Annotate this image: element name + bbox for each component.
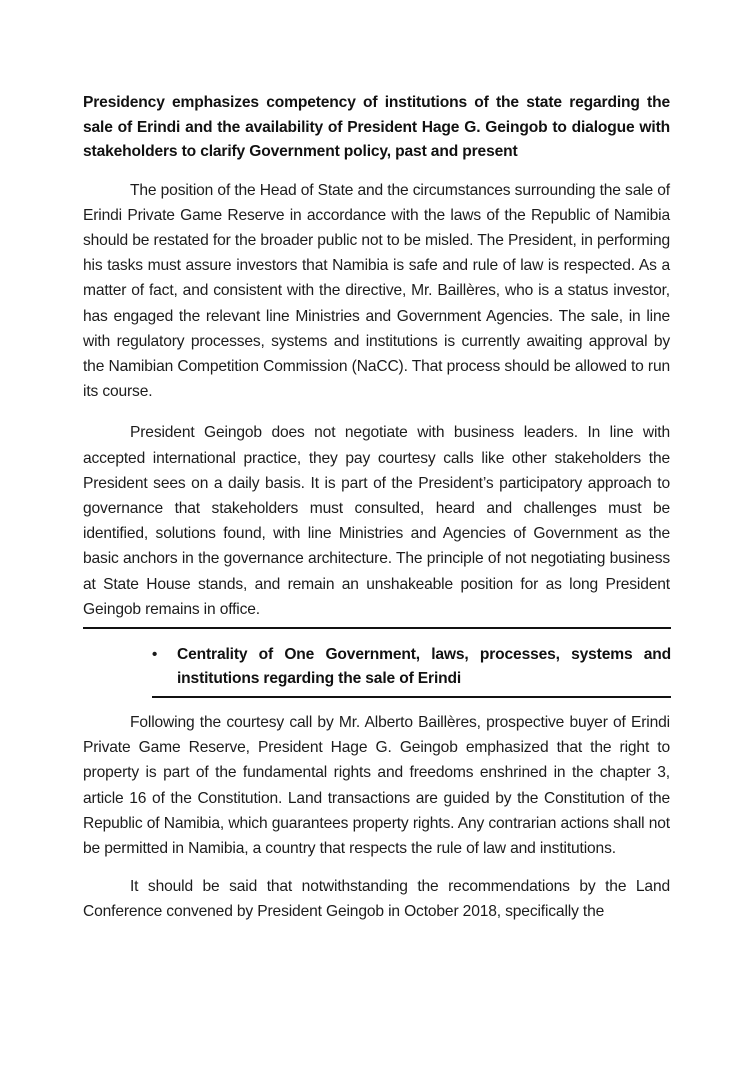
bullet-icon: •	[152, 645, 158, 663]
section-divider-bottom	[152, 696, 671, 698]
paragraph-no-negotiation: President Geingob does not negotiate with business leaders. In line with accepted international practice, they pay courtesy calls like other stakeholders the President sees on a daily basis. It is part of the President’s participatory approach to governance that stakeholders must consulted, heard and challenges must be identified, solutions found, with line Ministries and Agencies of Government as the basic anchors in the governance architecture. The principle of not negotiating business at State House stands, and remain an unshakeable position for as long President Geingob remains in office.	[83, 424, 670, 618]
document-title: Presidency emphasizes competency of institutions of the state regarding the sale of Erindi and the availability of President Hage G. Geingob to dialogue with stakeholders to clarify Government policy, past and present	[83, 94, 670, 160]
paragraph-head-of-state-position: The position of the Head of State and the circumstances surrounding the sale of Erindi Private Game Reserve in accordance with the laws of the Republic of Namibia should be restated for the broader public not to be misled. The President, in performing his tasks must assure investors that Namibia is safe and rule of law is respected. As a matter of fact, and consistent with the directive, Mr. Baillères, who is a status investor, has engaged the relevant line Ministries and Government Agencies. The sale, in line with regulatory processes, systems and institutions is currently awaiting approval by the Namibian Competition Commission (NaCC). That process should be allowed to run its course.	[83, 181, 670, 401]
section-divider-top	[83, 627, 671, 629]
paragraph-land-conference: It should be said that notwithstanding the recommendations by the Land Conference convened by President Geingob in October 2018, specifically the	[83, 878, 670, 921]
subheading-text: Centrality of One Government, laws, processes, systems and institutions regarding the sale of Erindi	[177, 645, 671, 688]
paragraph-courtesy-call: Following the courtesy call by Mr. Alberto Baillères, prospective buyer of Erindi Private Game Reserve, President Hage G. Geingob emphasized that the right to property is part of the fundamental rights and freedoms enshrined in the chapter 3, article 16 of the Constitution. Land transactions are guided by the Constitution of the Republic of Namibia, which guarantees property rights. Any contrarian actions shall not be permitted in Namibia, a country that respects the rule of law and institutions.	[83, 713, 670, 857]
document-page	[83, 91, 670, 925]
subheading-bullet-item	[152, 643, 671, 698]
